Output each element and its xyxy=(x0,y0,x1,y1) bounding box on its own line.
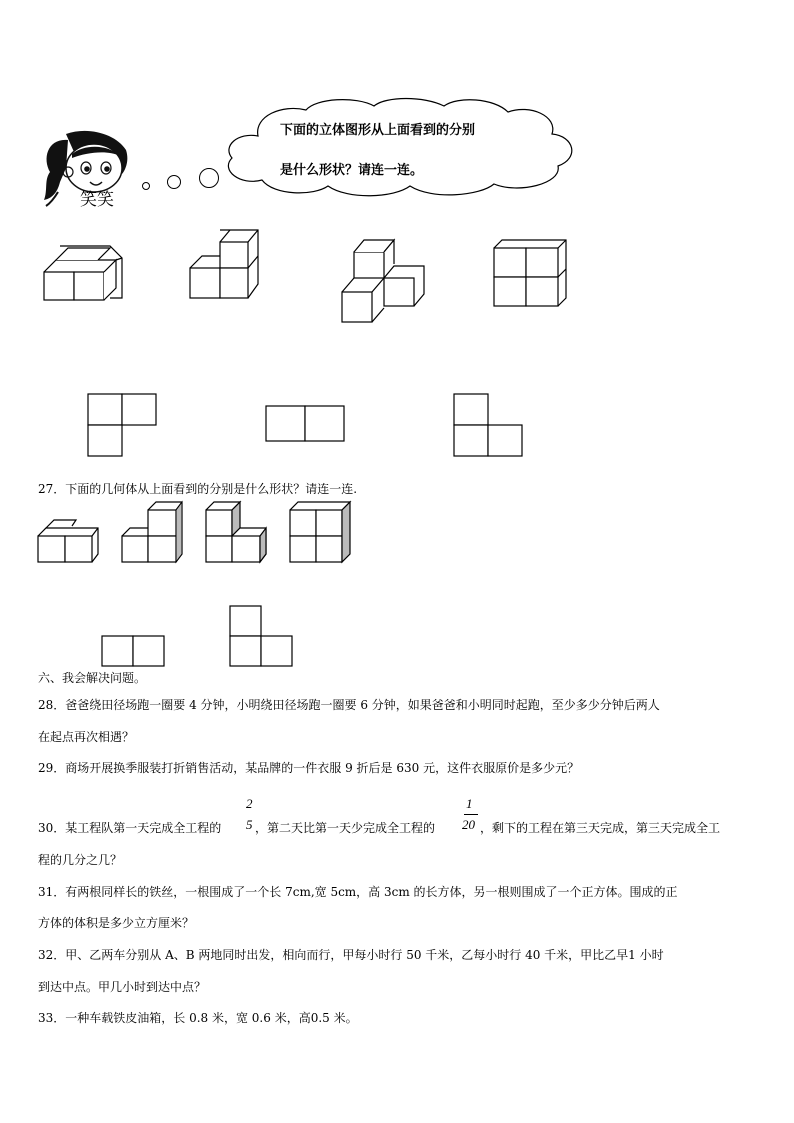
top-view-two-squares xyxy=(264,404,348,444)
question-31-line1: 31．有两根同样长的铁丝，一根围成了一个长 7cm,宽 5cm，高 3cm 的长方体，另一根则围成了一个正方体。围成的正 xyxy=(38,885,678,899)
question-32-line2: 到达中点。甲几小时到达中点？ xyxy=(38,980,207,994)
fraction-2-numerator: 1 xyxy=(466,796,473,811)
question-33: 33．一种车载铁皮油箱，长 0.8 米，宽 0.6 米，高0.5 米。 xyxy=(38,1011,358,1025)
question-28-line1: 28．爸爸绕田径场跑一圈要 4 分钟，小明绕田径场跑一圈要 6 分钟，如果爸爸和小明同时起跑，至少多少分钟后两人 xyxy=(38,698,660,712)
cloud-text-line1: 下面的立体图形从上面看到的分别 xyxy=(280,123,476,138)
question-30-part1: 30．某工程队第一天完成全工程的 xyxy=(38,821,222,835)
q27-top-view-t-shape xyxy=(228,604,296,668)
top-view-reverse-l xyxy=(452,392,526,458)
fraction-2-denominator: 20 xyxy=(462,817,475,832)
question-27: 27．下面的几何体从上面看到的分别是什么形状？请连一连. xyxy=(38,482,358,496)
q27-solid-2 xyxy=(120,500,184,564)
question-30-part2: ，第二天比第一天少完成全工程的 xyxy=(255,821,436,835)
question-30-line2: 程的几分之几？ xyxy=(38,853,123,867)
solid-3-l-shape-cubes xyxy=(338,236,430,326)
fraction-1-numerator: 2 xyxy=(246,796,253,811)
thought-bubbles xyxy=(138,166,222,196)
question-29: 29．商场开展换季服装打折销售活动，某品牌的一件衣服 9 折后是 630 元，这件衣服原价是多少元？ xyxy=(38,761,580,775)
solid-1-three-cubes xyxy=(40,240,130,306)
cloud-text-line2: 是什么形状？请连一连。 xyxy=(280,163,424,178)
q27-solid-4 xyxy=(288,500,352,564)
solid-2-stacked-cubes xyxy=(186,226,266,302)
question-31-line2: 方体的体积是多少立方厘米？ xyxy=(38,916,195,930)
fraction-1-denominator: 5 xyxy=(246,817,253,832)
question-30-part3: ，剩下的工程在第三天完成，第三天完成全工 xyxy=(480,821,721,835)
q27-solid-3 xyxy=(204,500,270,564)
solid-4-four-cubes xyxy=(490,236,570,310)
mascot-label: 笑笑 xyxy=(80,190,114,210)
section-6-heading: 六、我会解决问题。 xyxy=(38,671,147,685)
question-32-line1: 32．甲、乙两车分别从 A、B 两地同时出发，相向而行，甲每小时行 50 千米，乙每小时行 40 千米，甲比乙早1 小时 xyxy=(38,948,664,962)
top-view-l-shape xyxy=(86,392,158,458)
q27-top-view-two-squares xyxy=(100,634,168,668)
fraction-2-bar xyxy=(464,814,478,815)
speech-cloud xyxy=(218,96,580,200)
question-28-line2: 在起点再次相遇？ xyxy=(38,730,135,744)
q27-solid-1 xyxy=(36,518,100,564)
